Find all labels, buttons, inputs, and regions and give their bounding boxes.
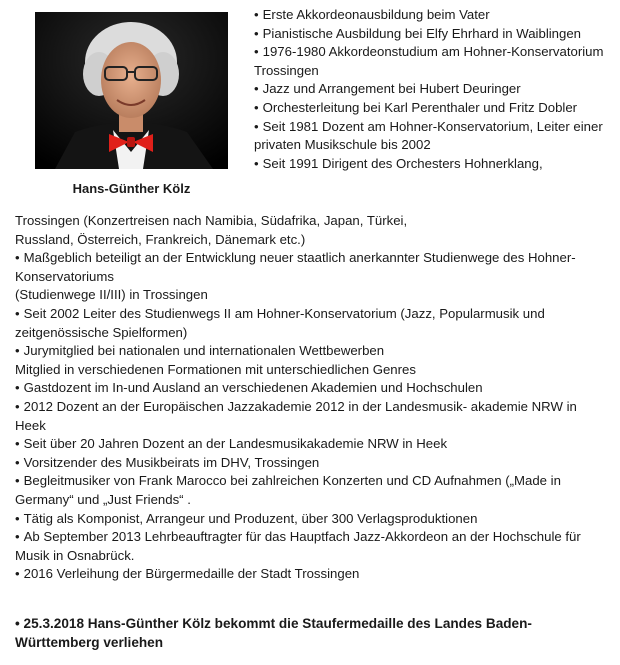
bullet: •	[15, 250, 20, 266]
list-item-text: Seit 1981 Dozent am Hohner-Konservatorium, Leiter einer privaten Musikschule bis 2002	[254, 118, 603, 153]
portrait-photo	[35, 12, 228, 169]
list-item-text: Jazz und Arrangement bei Hubert Deuringer	[262, 81, 521, 97]
list-item-text: Seit über 20 Jahren Dozent an der Landesmusikakademie NRW in Heek	[23, 436, 448, 452]
bullet: •	[15, 305, 20, 321]
list-item-text: Mitglied in verschiedenen Formationen mit unterschiedlichen Genres	[15, 361, 416, 377]
bullet: •	[254, 99, 259, 115]
list-item	[15, 305, 610, 342]
list-item	[15, 212, 610, 249]
list-item-text: Ab September 2013 Lehrbeauftragter für das Hauptfach Jazz-Akkordeon an der Hochschule für Musik in Osnabrück.	[15, 529, 581, 563]
list-item	[15, 342, 610, 361]
bullet: •	[15, 436, 20, 452]
list-item-text: Seit 2002 Leiter des Studienwegs II am Hohner-Konservatorium (Jazz, Popularmusik und zeitgenössische Spielformen)	[15, 305, 545, 340]
bullet: •	[254, 7, 259, 22]
biography-list-main	[15, 212, 610, 584]
bullet: •	[15, 510, 20, 526]
list-item	[15, 528, 610, 565]
list-item	[15, 249, 610, 305]
list-item-text: Trossingen (Konzertreisen nach Namibia, Südafrika, Japan, Türkei,	[15, 213, 408, 228]
list-item-text: Maßgeblich beteiligt an der Entwicklung neuer staatlich anerkannter Studienwege des Hohner- Konservatoriums	[15, 250, 576, 284]
list-item	[15, 435, 610, 454]
list-item	[15, 398, 610, 435]
list-item	[254, 25, 606, 44]
list-item	[254, 118, 606, 155]
list-item-text: Gastdozent im In-und Ausland an verschiedenen Akademien und Hochschulen	[23, 380, 483, 396]
list-item-text: Seit 1991 Dirigent des Orchesters Hohnerklang,	[262, 155, 543, 171]
list-item	[15, 472, 610, 509]
bullet: •	[15, 566, 20, 582]
list-item-text: (Studienwege II/III) in Trossingen	[15, 287, 208, 303]
list-item	[254, 99, 606, 118]
portrait-caption: Hans-Günther Kölz	[72, 181, 191, 196]
bullet: •	[254, 44, 259, 60]
list-item-text: 2016 Verleihung der Bürgermedaille der Stadt Trossingen	[23, 566, 360, 582]
list-item-text: Pianistische Ausbildung bei Elfy Ehrhard in Waiblingen	[262, 25, 582, 41]
bullet: •	[254, 25, 259, 41]
list-item	[15, 454, 610, 473]
bullet: •	[254, 155, 259, 171]
list-item	[254, 43, 606, 80]
bullet: •	[15, 529, 20, 545]
bullet: •	[254, 81, 259, 97]
bullet: •	[15, 616, 20, 631]
list-item	[254, 6, 606, 25]
list-item	[15, 565, 610, 584]
bullet: •	[15, 454, 20, 470]
bullet: •	[15, 398, 20, 414]
list-item	[15, 510, 610, 529]
list-item	[254, 155, 606, 174]
list-item-text: Orchesterleitung bei Karl Perenthaler und Fritz Dobler	[262, 99, 578, 115]
list-item-text: Begleitmusiker von Frank Marocco bei zahlreichen Konzerten und CD Aufnahmen („Made in Germany“ und „Just Friends“ .	[15, 473, 561, 507]
bullet: •	[15, 343, 20, 359]
list-item-text: 2012 Dozent an der Europäischen Jazzakademie 2012 in der Landesmusik- akademie NRW in Heek	[15, 398, 577, 433]
list-item-text: Tätig als Komponist, Arrangeur und Produzent, über 300 Verlagsproduktionen	[23, 510, 478, 526]
award-text: 25.3.2018 Hans-Günther Kölz bekommt die Staufermedaille des Landes Baden-Württemberg verliehen	[15, 616, 532, 650]
list-item	[15, 379, 610, 398]
biography-list-top	[254, 6, 606, 173]
list-item	[254, 80, 606, 99]
list-item-text: Vorsitzender des Musikbeirats im DHV, Trossingen	[23, 454, 320, 470]
bullet: •	[15, 380, 20, 396]
award-announcement	[15, 614, 610, 652]
list-item-text: 1976-1980 Akkordeonstudium am Hohner-Konservatorium Trossingen	[254, 44, 604, 78]
bullet: •	[254, 118, 259, 134]
bullet: •	[15, 473, 20, 489]
list-item-text: Erste Akkordeonausbildung beim Vater	[262, 7, 490, 22]
list-item-text: Jurymitglied bei nationalen und internationalen Wettbewerben	[23, 343, 385, 359]
list-item	[15, 361, 610, 380]
list-item-text: Russland, Österreich, Frankreich, Dänemark etc.)	[15, 231, 306, 247]
